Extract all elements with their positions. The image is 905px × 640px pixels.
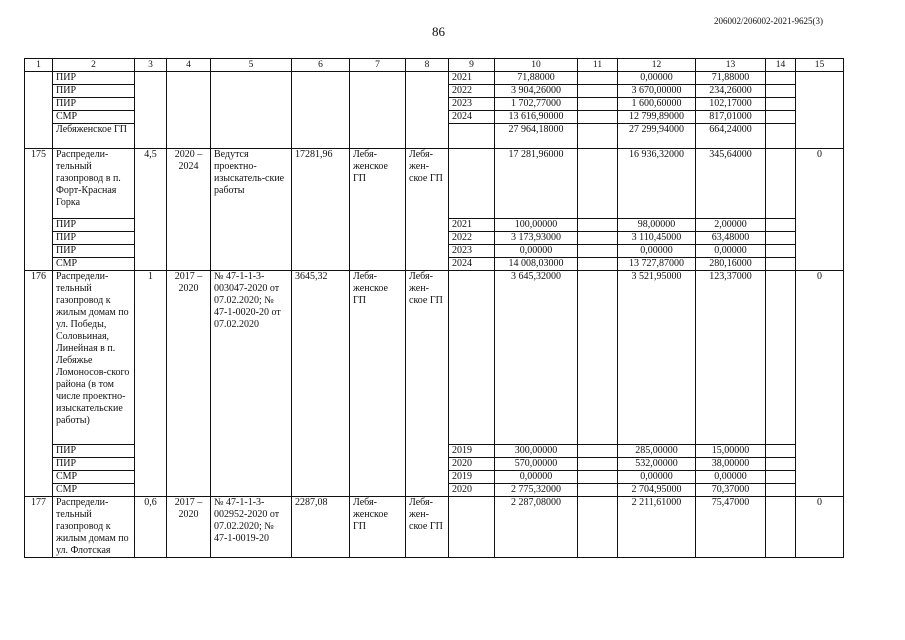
col-header: 15 xyxy=(796,59,844,72)
total-cell: 14 008,03000 xyxy=(495,258,578,271)
work-type: СМР xyxy=(53,258,135,271)
recipient-cell: Лебя-женское ГП xyxy=(350,271,406,497)
budget-cell: 27 299,94000 xyxy=(618,124,696,149)
budget-cell: 16 936,32000 xyxy=(618,149,696,219)
total-cell: 3 173,93000 xyxy=(495,232,578,245)
work-type: ПИР xyxy=(53,445,135,458)
year-cell: 2024 xyxy=(449,111,495,124)
col-header: 8 xyxy=(406,59,449,72)
year-cell: 2019 xyxy=(449,445,495,458)
col-header: 5 xyxy=(211,59,292,72)
col-header: 2 xyxy=(53,59,135,72)
total-cell: 27 964,18000 xyxy=(495,124,578,149)
budget-cell: 2 704,95000 xyxy=(618,484,696,497)
total-cell: 100,00000 xyxy=(495,219,578,232)
budget-cell: 0,00000 xyxy=(618,471,696,484)
budget-cell: 0,00000 xyxy=(618,245,696,258)
period-cell: 2017 – 2020 xyxy=(167,271,211,497)
year-cell: 2022 xyxy=(449,85,495,98)
subtotal-label: Лебяженское ГП xyxy=(53,124,135,149)
status-cell: Ведутся проектно-изыскатель-ские работы xyxy=(211,149,292,271)
work-type: СМР xyxy=(53,471,135,484)
work-type: ПИР xyxy=(53,458,135,471)
permit-cell: № 47-1-1-3-002952-2020 от 07.02.2020; № 47-1-0019-20 xyxy=(211,497,292,558)
col-header: 14 xyxy=(766,59,796,72)
total-cell: 3 904,26000 xyxy=(495,85,578,98)
budget-cell: 3 110,45000 xyxy=(618,232,696,245)
work-type: ПИР xyxy=(53,72,135,85)
col-header: 9 xyxy=(449,59,495,72)
col-header: 10 xyxy=(495,59,578,72)
owner-cell: Лебя-жен-ское ГП xyxy=(406,271,449,497)
local-cell: 345,64000 xyxy=(696,149,766,219)
total-cell: 0,00000 xyxy=(495,471,578,484)
budget-cell: 2 211,61000 xyxy=(618,497,696,558)
local-cell: 15,00000 xyxy=(696,445,766,458)
year-cell: 2023 xyxy=(449,245,495,258)
row-number: 177 xyxy=(25,497,53,558)
local-cell: 234,26000 xyxy=(696,85,766,98)
recipient-cell: Лебя-женское ГП xyxy=(350,149,406,271)
col-header: 13 xyxy=(696,59,766,72)
work-type: ПИР xyxy=(53,232,135,245)
permit-cell: № 47-1-1-3-003047-2020 от 07.02.2020; № 47-1-0020-20 от 07.02.2020 xyxy=(211,271,292,497)
local-cell: 38,00000 xyxy=(696,458,766,471)
local-cell: 0,00000 xyxy=(696,471,766,484)
total-cell: 2 775,32000 xyxy=(495,484,578,497)
year-cell: 2019 xyxy=(449,471,495,484)
total-cell: 17 281,96000 xyxy=(495,149,578,219)
year-cell: 2020 xyxy=(449,458,495,471)
document-id: 206002/206002-2021-9625(3) xyxy=(714,16,823,26)
col15-cell: 0 xyxy=(796,497,844,558)
year-cell: 2020 xyxy=(449,484,495,497)
page-number: 86 xyxy=(432,24,445,39)
cost-cell: 2287,08 xyxy=(292,497,350,558)
col-header: 3 xyxy=(135,59,167,72)
col-header: 6 xyxy=(292,59,350,72)
local-cell: 71,88000 xyxy=(696,72,766,85)
cost-cell: 3645,32 xyxy=(292,271,350,497)
budget-cell: 3 521,95000 xyxy=(618,271,696,445)
total-cell: 1 702,77000 xyxy=(495,98,578,111)
table-row xyxy=(25,497,844,558)
budget-cell: 3 670,00000 xyxy=(618,85,696,98)
work-type: СМР xyxy=(53,484,135,497)
year-cell: 2021 xyxy=(449,72,495,85)
owner-cell: Лебя-жен-ское ГП xyxy=(406,497,449,558)
year-cell: 2024 xyxy=(449,258,495,271)
total-cell: 0,00000 xyxy=(495,245,578,258)
object-name: Распредели-тельный газопровод к жилым домам по ул. Флотская xyxy=(53,497,135,558)
table-row xyxy=(25,271,844,445)
budget-cell: 98,00000 xyxy=(618,219,696,232)
cost-cell: 17281,96 xyxy=(292,149,350,271)
col15-cell: 0 xyxy=(796,149,844,271)
local-cell: 2,00000 xyxy=(696,219,766,232)
budget-cell: 285,00000 xyxy=(618,445,696,458)
length-cell: 4,5 xyxy=(135,149,167,271)
table-row xyxy=(25,149,844,219)
local-cell: 70,37000 xyxy=(696,484,766,497)
recipient-cell: Лебя-женское ГП xyxy=(350,497,406,558)
work-type: ПИР xyxy=(53,98,135,111)
total-cell: 13 616,90000 xyxy=(495,111,578,124)
local-cell: 63,48000 xyxy=(696,232,766,245)
length-cell: 1 xyxy=(135,271,167,497)
local-cell: 0,00000 xyxy=(696,245,766,258)
total-cell: 3 645,32000 xyxy=(495,271,578,445)
local-cell: 664,24000 xyxy=(696,124,766,149)
work-type: ПИР xyxy=(53,245,135,258)
local-cell: 75,47000 xyxy=(696,497,766,558)
total-cell: 71,88000 xyxy=(495,72,578,85)
budget-cell: 13 727,87000 xyxy=(618,258,696,271)
object-name: Распредели-тельный газопровод в п. Форт-Красная Горка xyxy=(53,149,135,219)
col-header: 7 xyxy=(350,59,406,72)
budget-cell: 1 600,60000 xyxy=(618,98,696,111)
year-cell: 2021 xyxy=(449,219,495,232)
table-row xyxy=(25,72,844,85)
period-cell: 2017 – 2020 xyxy=(167,497,211,558)
budget-table xyxy=(24,58,844,558)
budget-cell: 532,00000 xyxy=(618,458,696,471)
owner-cell: Лебя-жен-ское ГП xyxy=(406,149,449,271)
budget-cell: 12 799,89000 xyxy=(618,111,696,124)
row-number: 176 xyxy=(25,271,53,497)
work-type: ПИР xyxy=(53,219,135,232)
year-cell: 2022 xyxy=(449,232,495,245)
year-cell: 2023 xyxy=(449,98,495,111)
local-cell: 123,37000 xyxy=(696,271,766,445)
col-header: 11 xyxy=(578,59,618,72)
col-header: 4 xyxy=(167,59,211,72)
local-cell: 817,01000 xyxy=(696,111,766,124)
col15-cell: 0 xyxy=(796,271,844,497)
period-cell: 2020 – 2024 xyxy=(167,149,211,271)
local-cell: 280,16000 xyxy=(696,258,766,271)
object-name: Распредели-тельный газопровод к жилым домам по ул. Победы, Соловьиная, Линейная в п. Лебяжье Ломоносов-ского района (в том числе проектно-изыскательские работы) xyxy=(53,271,135,445)
col-header: 1 xyxy=(25,59,53,72)
local-cell: 102,17000 xyxy=(696,98,766,111)
row-number: 175 xyxy=(25,149,53,271)
work-type: ПИР xyxy=(53,85,135,98)
total-cell: 570,00000 xyxy=(495,458,578,471)
column-number-row xyxy=(25,59,844,72)
work-type: СМР xyxy=(53,111,135,124)
length-cell: 0,6 xyxy=(135,497,167,558)
total-cell: 300,00000 xyxy=(495,445,578,458)
col-header: 12 xyxy=(618,59,696,72)
total-cell: 2 287,08000 xyxy=(495,497,578,558)
budget-cell: 0,00000 xyxy=(618,72,696,85)
